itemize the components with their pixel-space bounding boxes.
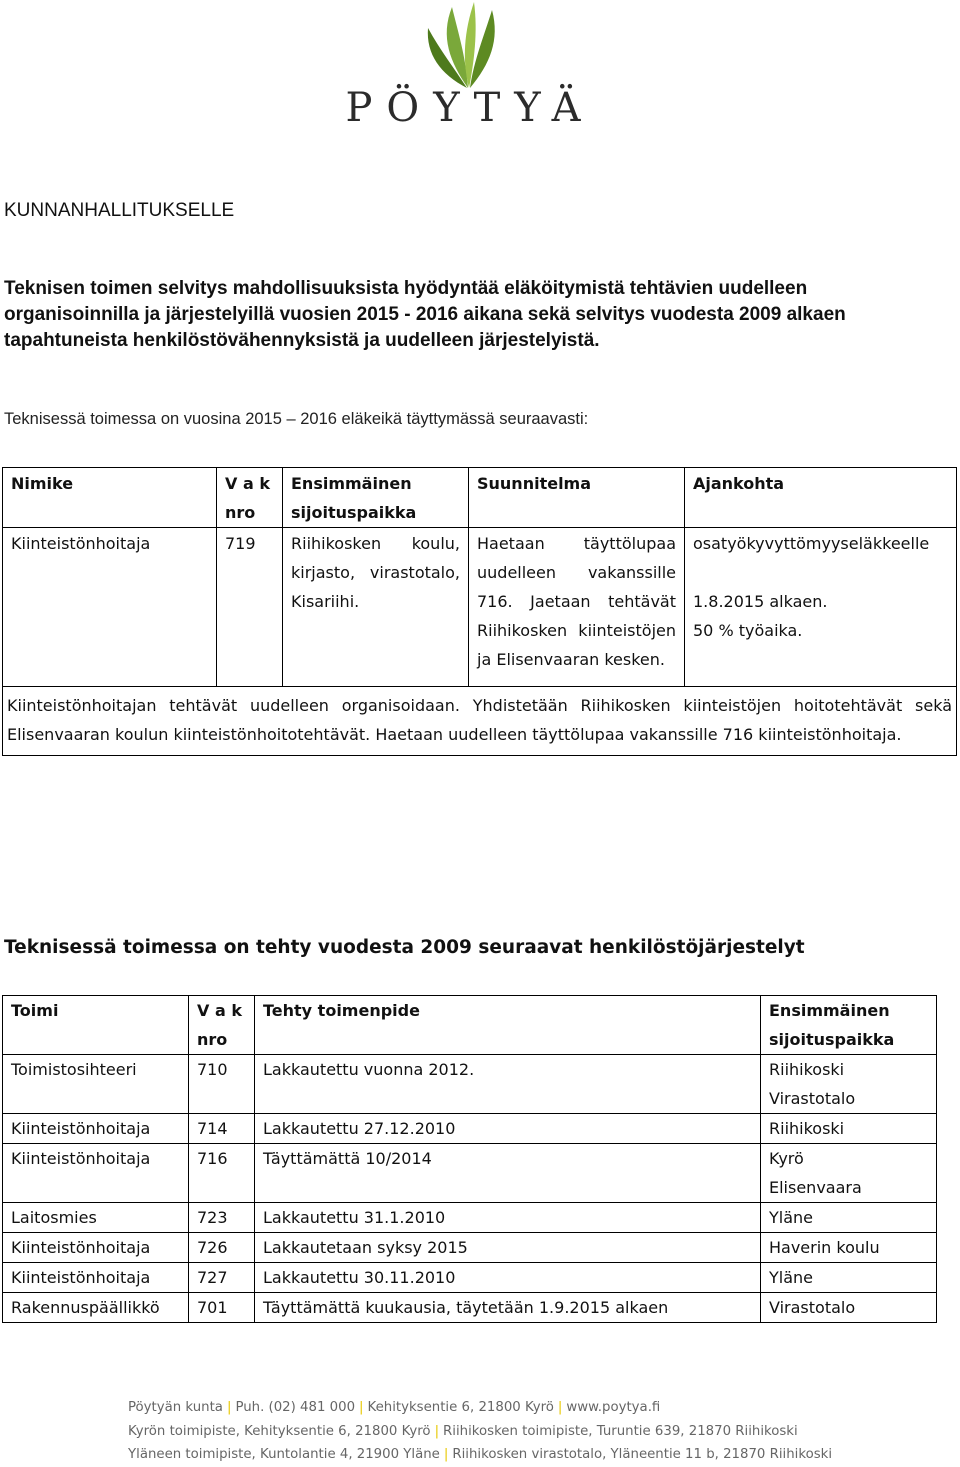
cell-toimi: Kiinteistönhoitaja	[3, 1263, 189, 1293]
cell-toimi: Laitosmies	[3, 1203, 189, 1233]
cell-vak: 723	[189, 1203, 255, 1233]
header-toimenpide: Tehty toimenpide	[255, 996, 761, 1055]
header-vak: V a k nro	[189, 996, 255, 1055]
cell-sijoitus: Yläne	[761, 1203, 937, 1233]
cell-vak: 714	[189, 1114, 255, 1144]
table-row	[3, 528, 957, 687]
footer-line-2: Kyrön toimipiste, Kehityksentie 6, 21800 Kyrö | Riihikosken toimipiste, Turuntie 639, 21870 Riihikoski	[128, 1423, 798, 1439]
cell-sijoitus: Riihikoski Virastotalo	[761, 1055, 937, 1114]
document-heading: Teknisen toimen selvitys mahdollisuuksista hyödyntää eläköitymistä tehtävien uudelleen organisoinnilla ja järjestelyillä vuosien 2015 - 2016 aikana sekä selvitys vuodesta 2009 alkaen tapahtuneista henkilöstövähennyksistä ja uudelleen järjestelyistä.	[4, 278, 846, 351]
staff-changes-table	[2, 995, 937, 1323]
logo-wordmark: PÖYTYÄ	[345, 85, 595, 131]
footer	[128, 1396, 832, 1467]
cell-suunnitelma: Haetaan täyttölupaa uudelleen vakanssille 716. Jaetaan tehtävät Riihikosken kiinteistöjen ja Elisenvaaran kesken.	[469, 528, 685, 687]
cell-sijoitus: Yläne	[761, 1263, 937, 1293]
table-row	[3, 1055, 937, 1114]
table-row	[3, 1203, 937, 1233]
ajankohta-line-2: 1.8.2015 alkaen.	[693, 592, 828, 611]
cell-sijoitus: Riihikosken koulu, kirjasto, virastotalo, Kisariihi.	[283, 528, 469, 687]
table-note-row	[3, 687, 957, 756]
footer-address: Kehityksentie 6, 21800 Kyrö	[367, 1400, 554, 1415]
section-title: Teknisessä toimessa on tehty vuodesta 2009 seuraavat henkilöstöjärjestelyt	[4, 937, 805, 958]
footer-office-riihikoski: Riihikosken toimipiste, Turuntie 639, 21870 Riihikoski	[443, 1423, 798, 1439]
cell-vak: 726	[189, 1233, 255, 1263]
cell-toimi: Toimistosihteeri	[3, 1055, 189, 1114]
table-row	[3, 1144, 937, 1203]
footer-office-virastotalo: Riihikosken virastotalo, Yläneentie 11 b, 21870 Riihikoski	[452, 1447, 833, 1462]
footer-line-1: Pöytyän kunta | Puh. (02) 481 000 | Kehityksentie 6, 21800 Kyrö | www.poytya.fi	[128, 1400, 661, 1415]
cell-toimi: Kiinteistönhoitaja	[3, 1233, 189, 1263]
retirement-table	[2, 467, 957, 756]
footer-website-link[interactable]: www.poytya.fi	[566, 1400, 661, 1415]
cell-sijoitus: Haverin koulu	[761, 1233, 937, 1263]
header-nimike: Nimike	[3, 468, 217, 528]
table-header-row	[3, 468, 957, 528]
ajankohta-line-3: 50 % työaika.	[693, 621, 803, 640]
header-vak: V a k nro	[217, 468, 283, 528]
cell-toimenpide: Täyttämättä 10/2014	[255, 1144, 761, 1203]
cell-vak: 710	[189, 1055, 255, 1114]
footer-office-ylane: Yläneen toimipiste, Kuntolantie 4, 21900 Yläne	[128, 1447, 440, 1462]
table-row	[3, 1114, 937, 1144]
cell-toimi: Kiinteistönhoitaja	[3, 1144, 189, 1203]
table-row	[3, 1293, 937, 1323]
cell-toimi: Kiinteistönhoitaja	[3, 1114, 189, 1144]
cell-nimike: Kiinteistönhoitaja	[3, 528, 217, 687]
cell-vak: 719	[217, 528, 283, 687]
cell-toimenpide: Lakkautettu 27.12.2010	[255, 1114, 761, 1144]
header-toimi: Toimi	[3, 996, 189, 1055]
cell-vak: 727	[189, 1263, 255, 1293]
cell-sijoitus: Kyrö Elisenvaara	[761, 1144, 937, 1203]
footer-line-3: Yläneen toimipiste, Kuntolantie 4, 21900 Yläne | Riihikosken virastotalo, Yläneentie 11 b, 21870 Riihikoski	[128, 1447, 833, 1462]
poytya-logo	[340, 2, 600, 132]
cell-toimenpide: Täyttämättä kuukausia, täytetään 1.9.2015 alkaen	[255, 1293, 761, 1323]
header-ajankohta: Ajankohta	[685, 468, 957, 528]
cell-toimenpide: Lakkautettu 30.11.2010	[255, 1263, 761, 1293]
footer-office-kyro: Kyrön toimipiste, Kehityksentie 6, 21800 Kyrö	[128, 1423, 431, 1439]
ajankohta-line-1: osatyökyvyttömyyseläkkeelle	[693, 534, 930, 553]
cell-toimenpide: Lakkautetaan syksy 2015	[255, 1233, 761, 1263]
cell-toimi: Rakennuspäällikkö	[3, 1293, 189, 1323]
cell-sijoitus: Virastotalo	[761, 1293, 937, 1323]
table-header-row	[3, 996, 937, 1055]
footer-phone: Puh. (02) 481 000	[235, 1400, 356, 1415]
cell-toimenpide: Lakkautettu 31.1.2010	[255, 1203, 761, 1233]
cell-vak: 701	[189, 1293, 255, 1323]
leaf-emblem-icon	[340, 2, 600, 92]
header-sijoitus: Ensimmäinen sijoituspaikka	[283, 468, 469, 528]
intro-text: Teknisessä toimessa on vuosina 2015 – 2016 eläkeikä täyttymässä seuraavasti:	[4, 410, 589, 428]
cell-sijoitus: Riihikoski	[761, 1114, 937, 1144]
table-row	[3, 1233, 937, 1263]
header-suunnitelma: Suunnitelma	[469, 468, 685, 528]
table-note: Kiinteistönhoitajan tehtävät uudelleen organisoidaan. Yhdistetään Riihikosken kiinteistöjen hoitotehtävät sekä Elisenvaaran koulun kiinteistönhoitotehtävät. Haetaan uudelleen täyttölupaa vakanssille 716 kiinteistönhoitaja.	[3, 687, 957, 756]
footer-org: Pöytyän kunta	[128, 1400, 223, 1415]
cell-ajankohta	[685, 528, 957, 687]
cell-toimenpide: Lakkautettu vuonna 2012.	[255, 1055, 761, 1114]
recipient: KUNNANHALLITUKSELLE	[4, 200, 235, 221]
cell-vak: 716	[189, 1144, 255, 1203]
table-row	[3, 1263, 937, 1293]
header-sijoitus: Ensimmäinen sijoituspaikka	[761, 996, 937, 1055]
